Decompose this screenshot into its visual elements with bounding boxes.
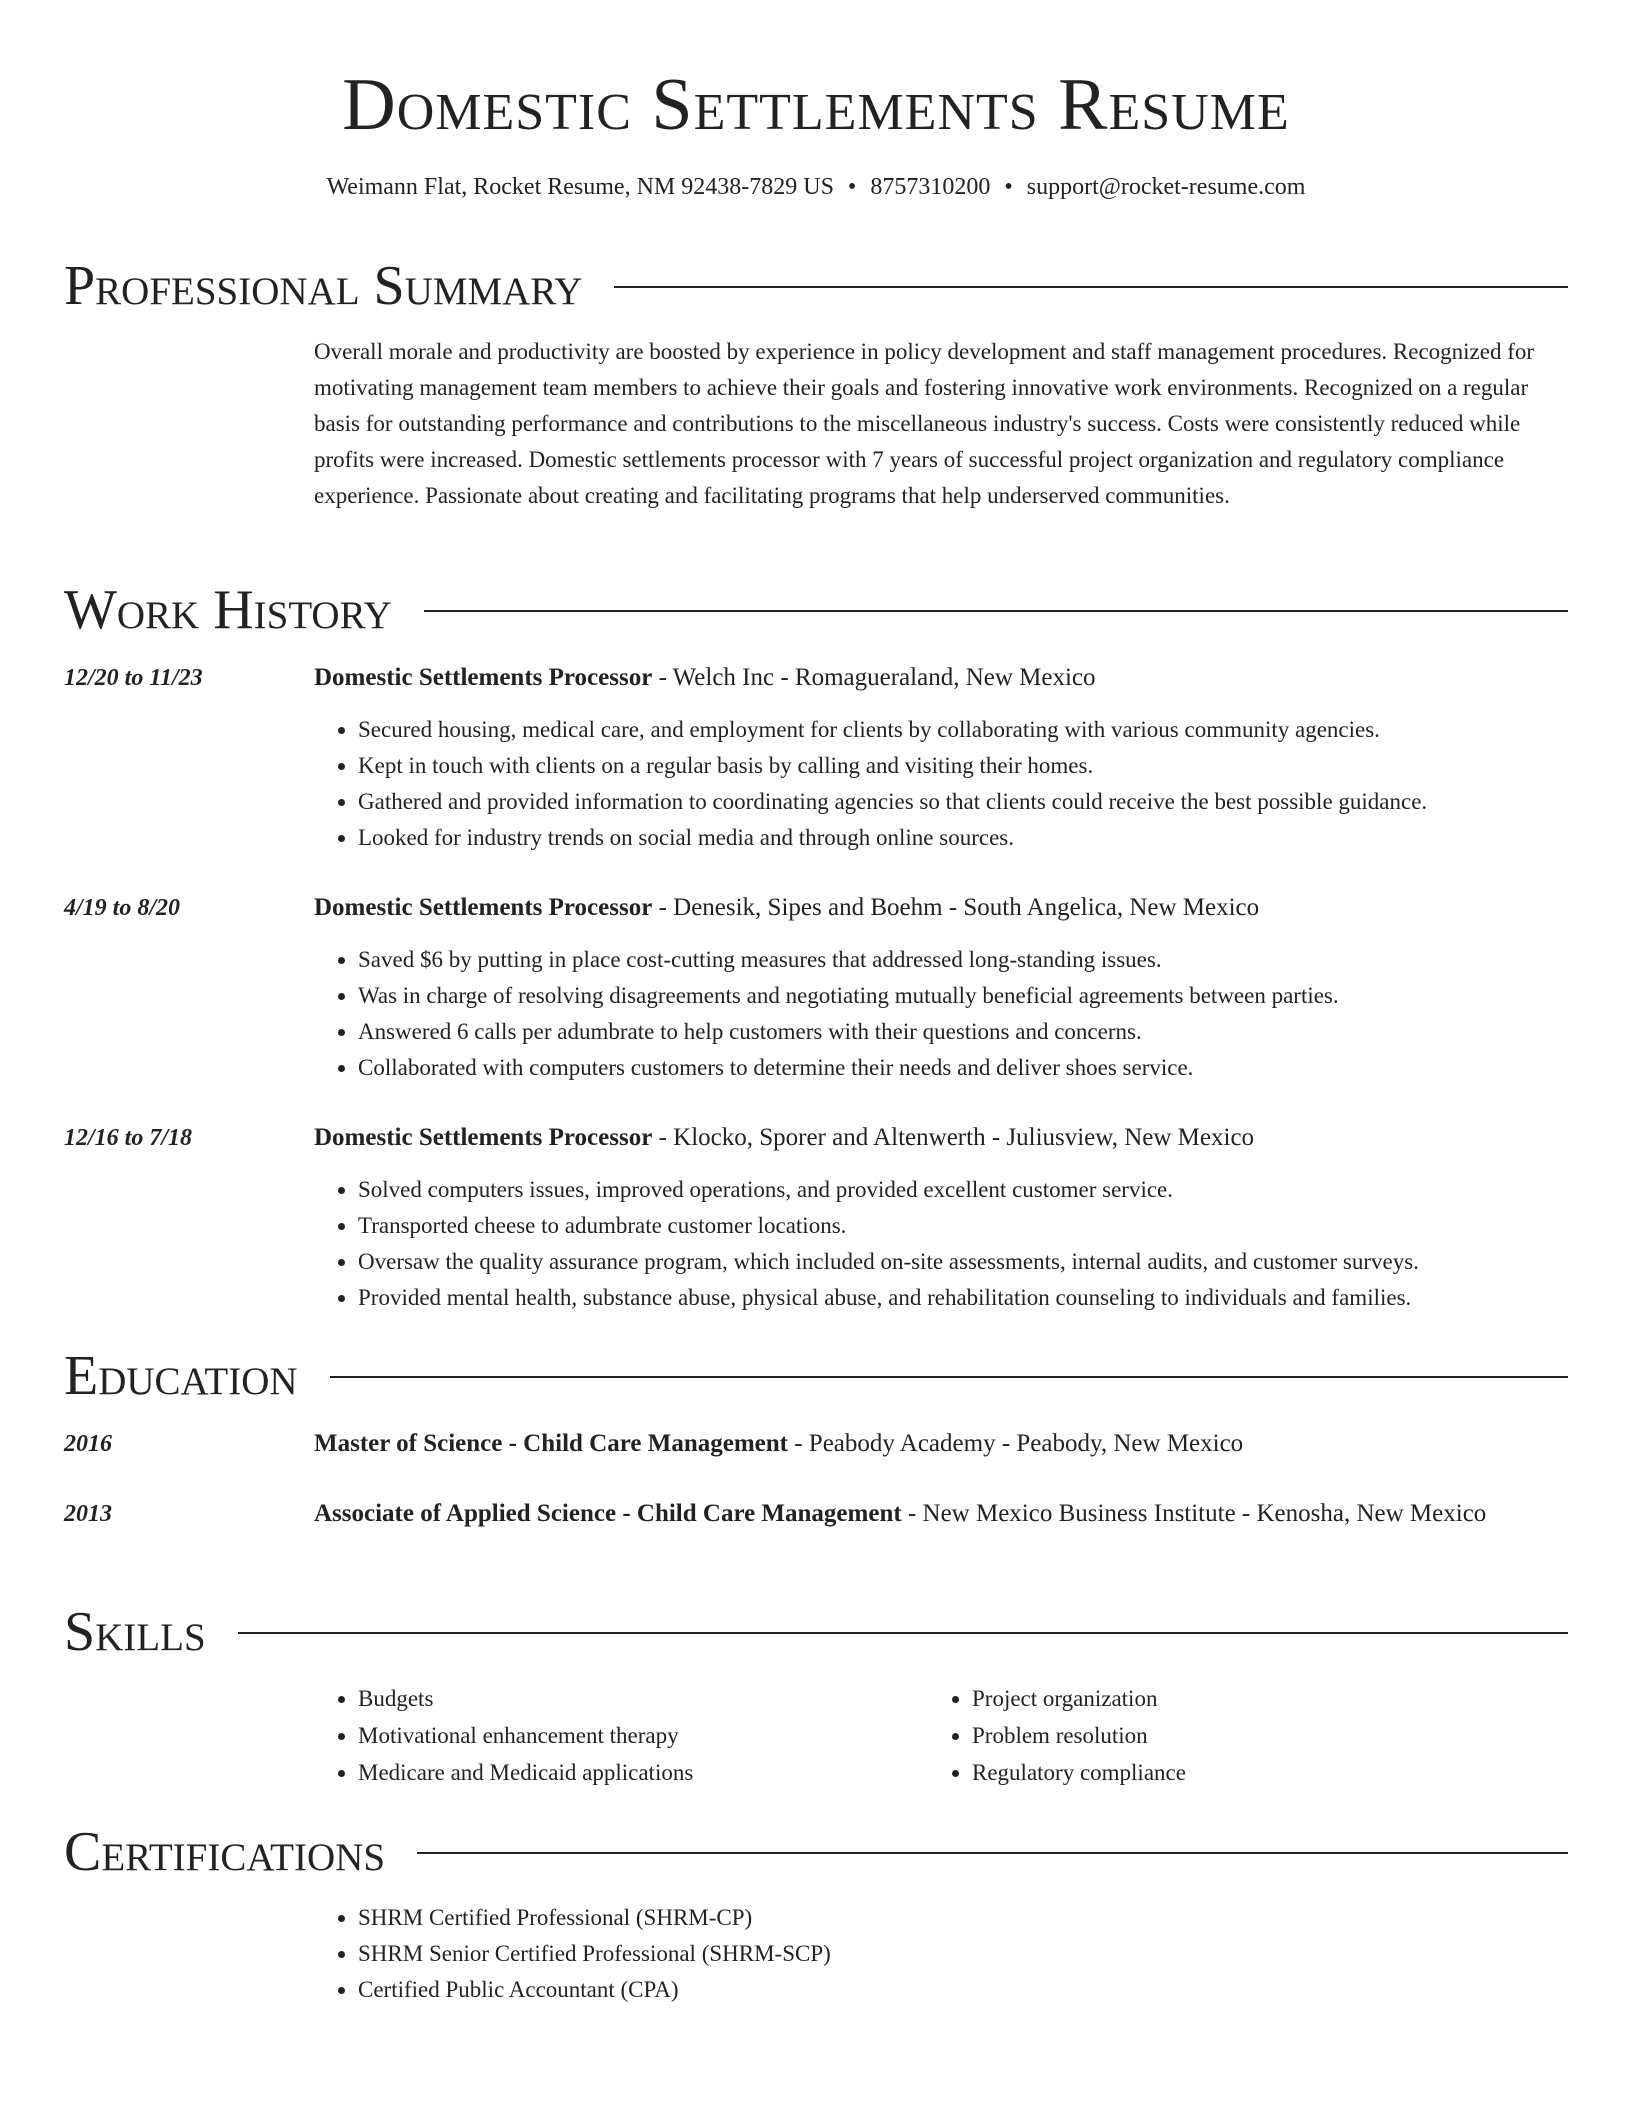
contact-email[interactable]: support@rocket-resume.com: [1026, 174, 1306, 200]
education-degree: Associate of Applied Science - Child Care Management: [314, 1500, 902, 1527]
contact-separator: •: [1004, 174, 1013, 200]
skills-list-left: [314, 1680, 918, 1791]
job-dates: 4/19 to 8/20: [64, 895, 181, 921]
job-bullets: [314, 942, 1592, 1086]
list-item: • Transported cheese to adumbrate customer locations.: [358, 1208, 1592, 1244]
summary-heading: Professional Summary: [64, 255, 583, 317]
skill-item: • Motivational enhancement therapy: [358, 1717, 918, 1754]
list-item: • Solved computers issues, improved operations, and provided excellent customer service.: [358, 1172, 1592, 1208]
certification-item: • SHRM Senior Certified Professional (SHRM-SCP): [358, 1936, 1592, 1972]
education-degree: Master of Science - Child Care Management: [314, 1430, 788, 1457]
job-bullets: [314, 712, 1592, 856]
list-item: • Oversaw the quality assurance program, which included on-site assessments, internal audits, and customer surveys.: [358, 1244, 1592, 1280]
job-header: [314, 888, 1568, 928]
skills-section-header: [64, 1602, 1568, 1662]
certifications-list: [314, 1900, 1592, 2008]
work-heading: Work History: [64, 579, 392, 641]
skill-item: • Regulatory compliance: [972, 1754, 1532, 1791]
certifications-section-header: [64, 1822, 1568, 1882]
resume-title: Domestic Settlements Resume: [342, 64, 1290, 146]
contact-separator: •: [847, 174, 857, 200]
job-header: [314, 658, 1568, 698]
list-item: • Saved $6 by putting in place cost-cutting measures that addressed long-standing issues.: [358, 942, 1592, 978]
contact-phone: 8757310200: [870, 174, 991, 200]
job-dates: 12/16 to 7/18: [64, 1125, 193, 1151]
job-position: Domestic Settlements Processor: [314, 894, 653, 921]
job-bullets: [314, 1172, 1592, 1316]
job-position: Domestic Settlements Processor: [314, 1124, 653, 1151]
section-divider: [330, 1376, 1568, 1378]
section-divider: [417, 1852, 1568, 1854]
list-item: • Kept in touch with clients on a regular basis by calling and visiting their homes.: [358, 748, 1592, 784]
education-section-header: [64, 1346, 1568, 1406]
job-position: Domestic Settlements Processor: [314, 664, 653, 691]
list-item: • Gathered and provided information to coordinating agencies so that clients could receive the best possible guidance.: [358, 784, 1592, 820]
job-details: - Denesik, Sipes and Boehm - South Angelica, New Mexico: [652, 894, 1260, 921]
list-item: • Answered 6 calls per adumbrate to help customers with their questions and concerns.: [358, 1014, 1592, 1050]
education-heading: Education: [64, 1345, 298, 1407]
education-details: - Peabody Academy - Peabody, New Mexico: [787, 1430, 1244, 1457]
list-item: • Secured housing, medical care, and employment for clients by collaborating with various community agencies.: [358, 712, 1592, 748]
skill-item: • Budgets: [358, 1680, 918, 1717]
list-item: • Was in charge of resolving disagreements and negotiating mutually beneficial agreements between parties.: [358, 978, 1592, 1014]
skills-heading: Skills: [64, 1601, 206, 1663]
certifications-heading: Certifications: [64, 1821, 386, 1883]
education-year: 2013: [64, 1501, 112, 1527]
section-divider: [424, 610, 1568, 612]
skill-item: • Problem resolution: [972, 1717, 1532, 1754]
list-item: • Provided mental health, substance abuse, physical abuse, and rehabilitation counseling to individuals and families.: [358, 1280, 1592, 1316]
contact-line: [0, 172, 1632, 202]
job-details: - Klocko, Sporer and Altenwerth - Juliusview, New Mexico: [652, 1124, 1255, 1151]
contact-address: Weimann Flat, Rocket Resume, NM 92438-7829 US: [326, 174, 834, 200]
job-header: [314, 1118, 1568, 1158]
work-section-header: [64, 580, 1568, 640]
summary-section-header: [64, 256, 1568, 316]
certification-item: • Certified Public Accountant (CPA): [358, 1972, 1592, 2008]
summary-text: Overall morale and productivity are boosted by experience in policy development and staff management procedures. Recognized for motivating management team members to achieve their goals and fostering innovative work environments. Recognized on a regular basis for outstanding performance and contributions to the miscellaneous industry's success. Costs were consistently reduced while profits were increased. Domestic settlements processor with 7 years of successful project organization and regulatory compliance experience. Passionate about creating and facilitating programs that help underserved communities.: [314, 339, 1535, 508]
education-entry: [314, 1424, 1568, 1464]
skills-list-right: [928, 1680, 1532, 1791]
job-details: - Welch Inc - Romagueraland, New Mexico: [652, 664, 1096, 691]
list-item: • Looked for industry trends on social media and through online sources.: [358, 820, 1592, 856]
certification-item: • SHRM Certified Professional (SHRM-CP): [358, 1900, 1592, 1936]
education-entry: [314, 1494, 1568, 1534]
education-year: 2016: [64, 1431, 112, 1457]
section-divider: [614, 286, 1568, 288]
skill-item: • Project organization: [972, 1680, 1532, 1717]
job-dates: 12/20 to 11/23: [64, 665, 203, 691]
section-divider: [238, 1632, 1568, 1634]
education-details: - New Mexico Business Institute - Kenosha, New Mexico: [901, 1500, 1487, 1527]
skill-item: • Medicare and Medicaid applications: [358, 1754, 918, 1791]
list-item: • Collaborated with computers customers to determine their needs and deliver shoes service.: [358, 1050, 1592, 1086]
